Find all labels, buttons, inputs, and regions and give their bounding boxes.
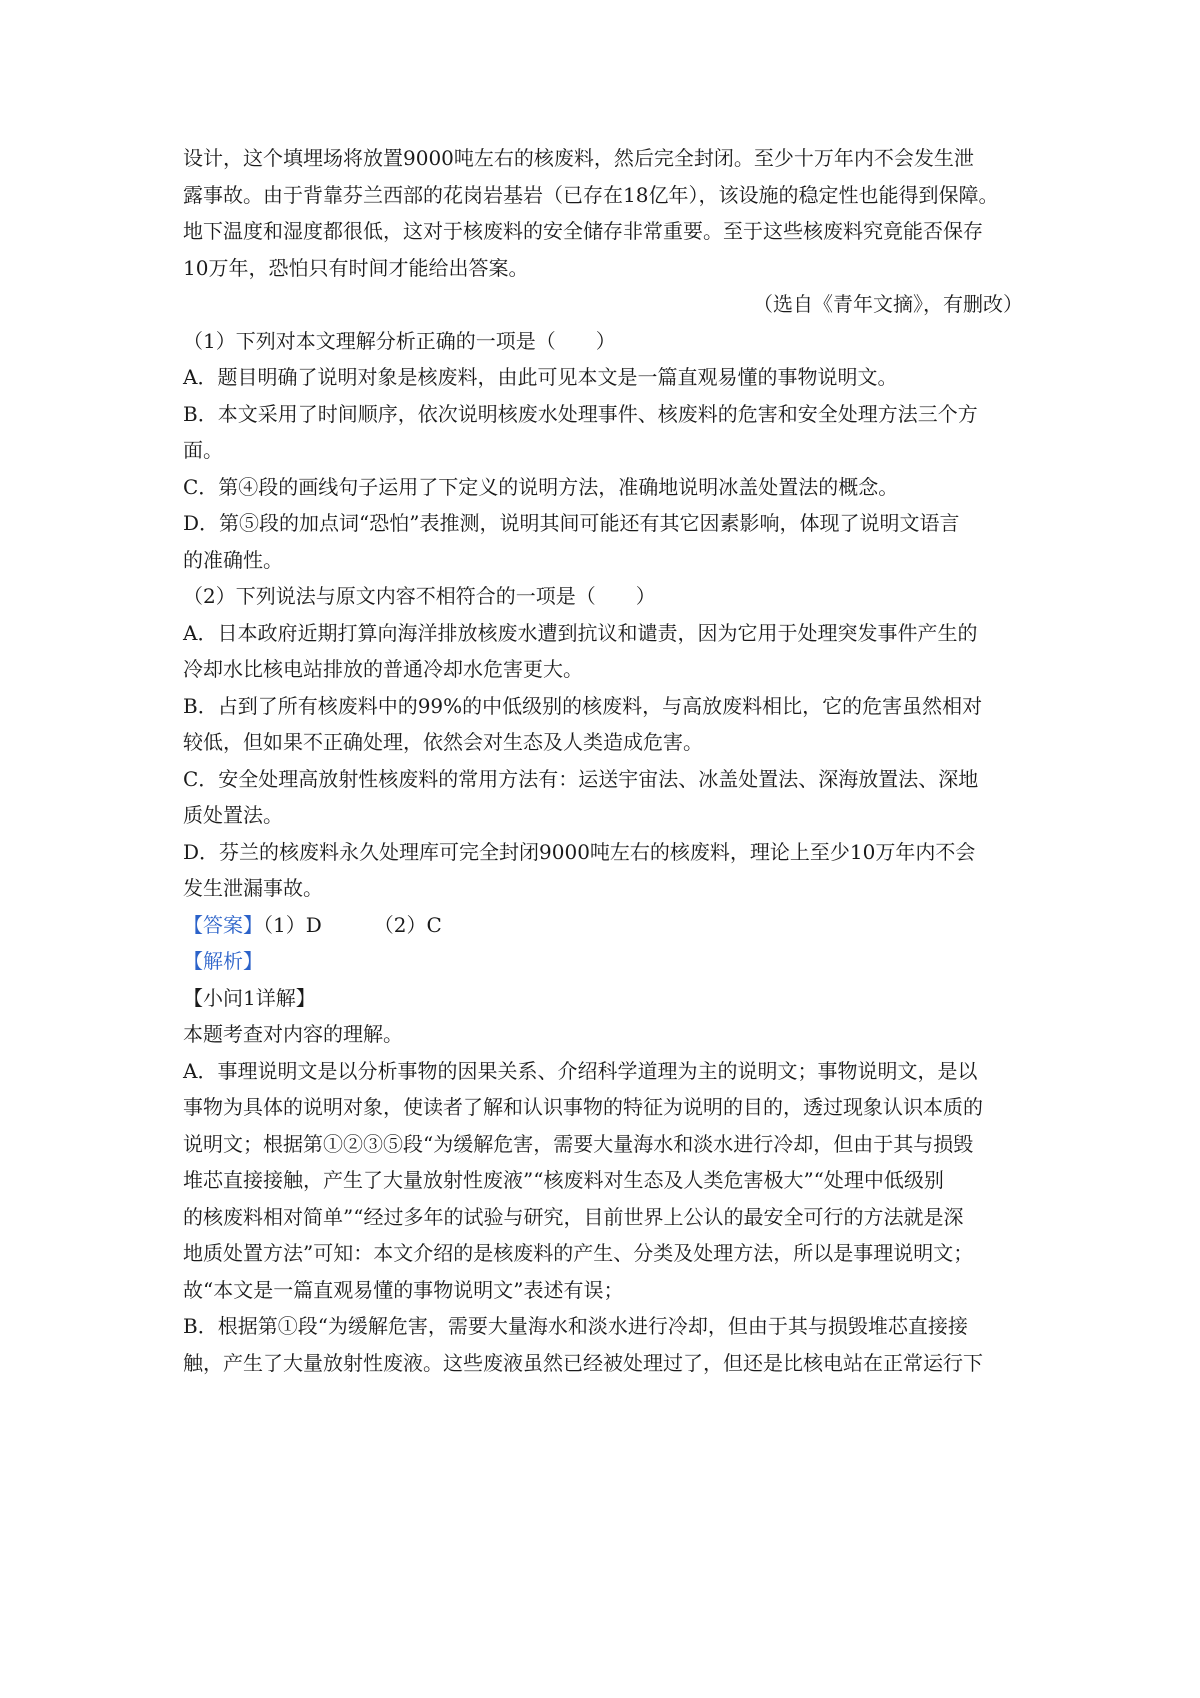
analysis-line: 的核废料相对简单”“经过多年的试验与研究，目前世界上公认的最安全可行的方法就是深 [183, 1204, 964, 1229]
passage-line: 露事故。由于背靠芬兰西部的花岗岩基岩（已存在18亿年），该设施的稳定性也能得到保障。 [183, 182, 999, 207]
analysis-line: 堆芯直接接触，产生了大量放射性废液”“核废料对生态及人类危害极大”“处理中低级别 [183, 1168, 944, 1192]
question-2-option-a: A．日本政府近期打算向海洋排放核废水遭到抗议和谴责，因为它用于处理突发事件产生的 [183, 620, 978, 645]
question-1-option-d: D．第⑤段的加点词“恐怕”表推测，说明其间可能还有其它因素影响，体现了说明文语言 [183, 511, 960, 535]
passage-line: 地下温度和湿度都很低，这对于核废料的安全储存非常重要。至于这些核废料究竟能否保存 [183, 219, 983, 243]
passage-source: （选自《青年文摘》，有删改） [753, 292, 1023, 316]
question-1-option-b: B．本文采用了时间顺序，依次说明核废水处理事件、核废料的危害和安全处理方法三个方 [183, 401, 978, 426]
question-1-option-c: C．第④段的画线句子运用了下定义的说明方法，准确地说明冰盖处置法的概念。 [183, 474, 899, 499]
question-2-option-d: D．芬兰的核废料永久处理库可完全封闭9000吨左右的核废料，理论上至少10万年内不会 [183, 839, 976, 864]
question-1-stem: （1）下列对本文理解分析正确的一项是（ ） [183, 328, 616, 353]
answer-1: （1）D [263, 912, 322, 937]
analysis-line: 地质处置方法”可知：本文介绍的是核废料的产生、分类及处理方法，所以是事理说明文； [183, 1241, 974, 1265]
analysis-sub-heading: 【小问1详解】 [183, 985, 316, 1010]
answer-2: （2）C [373, 912, 442, 937]
passage-line: 设计，这个填埋场将放置9000吨左右的核废料，然后完全封闭。至少十万年内不会发生泄 [183, 146, 974, 170]
question-2-option-c-cont: 质处置法。 [183, 803, 283, 827]
question-2-stem: （2）下列说法与原文内容不相符合的一项是（ ） [183, 584, 656, 608]
analysis-line: 事物为具体的说明对象，使读者了解和认识事物的特征为说明的目的，透过现象认识本质的 [183, 1095, 983, 1119]
question-2-option-b-cont: 较低，但如果不正确处理，依然会对生态及人类造成危害。 [183, 730, 703, 754]
answer-tag: 【答案】 [183, 912, 263, 937]
analysis-line: A．事理说明文是以分析事物的因果关系、介绍科学道理为主的说明文；事物说明文，是以 [183, 1058, 978, 1083]
analysis-intro: 本题考查对内容的理解。 [183, 1022, 403, 1046]
analysis-tag: 【解析】 [183, 949, 263, 973]
question-1 [183, 323, 1023, 579]
question-2-option-c: C．安全处理高放射性核废料的常用方法有：运送宇宙法、冰盖处置法、深海放置法、深地 [183, 766, 979, 791]
answer-line [183, 907, 1023, 944]
passage-line: 10万年，恐怕只有时间才能给出答案。 [183, 255, 529, 280]
analysis-line: 说明文；根据第①②③⑤段“为缓解危害，需要大量海水和淡水进行冷却，但由于其与损毁 [183, 1131, 974, 1156]
analysis [183, 943, 1023, 1381]
analysis-line: B．根据第①段“为缓解危害，需要大量海水和淡水进行冷却，但由于其与损毁堆芯直接接 [183, 1314, 968, 1338]
question-1-option-a: A．题目明确了说明对象是核废料，由此可见本文是一篇直观易懂的事物说明文。 [183, 365, 898, 389]
question-2-option-b: B．占到了所有核废料中的99%的中低级别的核废料，与高放废料相比，它的危害虽然相对 [183, 693, 983, 718]
analysis-line: 故“本文是一篇直观易懂的事物说明文”表述有误； [183, 1277, 624, 1302]
passage [183, 140, 1023, 323]
question-2-option-a-cont: 冷却水比核电站排放的普通冷却水危害更大。 [183, 657, 583, 681]
question-2 [183, 578, 1023, 907]
document-content [183, 140, 1023, 1381]
question-1-option-b-cont: 面。 [183, 438, 223, 462]
question-2-option-d-cont: 发生泄漏事故。 [183, 876, 323, 900]
analysis-line: 触，产生了大量放射性废液。这些废液虽然已经被处理过了，但还是比核电站在正常运行下 [183, 1350, 983, 1375]
question-1-option-d-cont: 的准确性。 [183, 547, 283, 572]
